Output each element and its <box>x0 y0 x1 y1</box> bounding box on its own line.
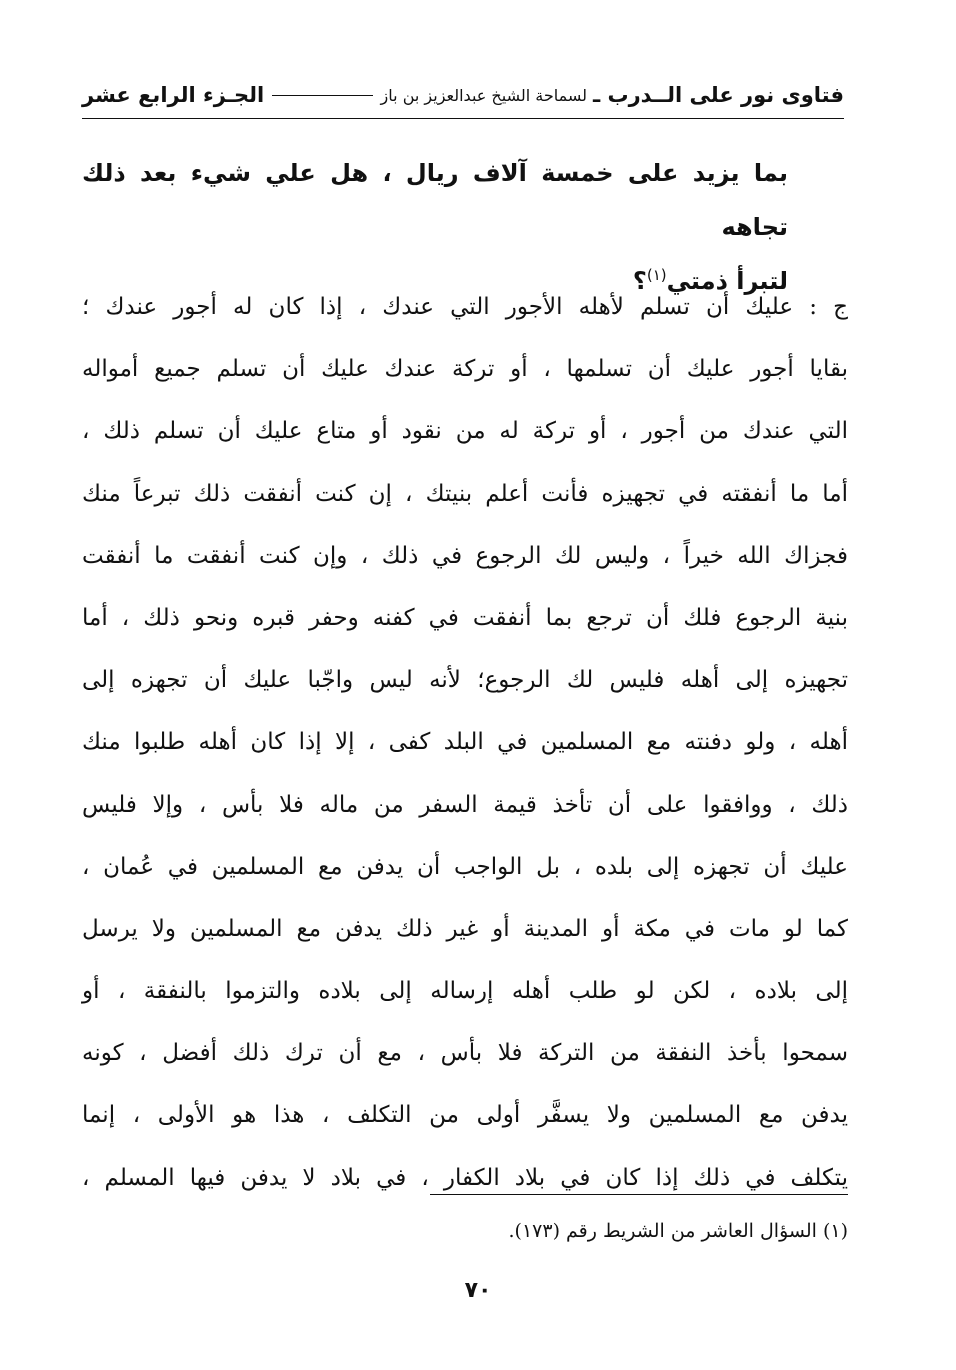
book-title: فتاوى نور على الــدرب ـ <box>593 83 844 107</box>
running-header <box>82 78 844 112</box>
answer-line: تجهيزه إلى أهله فليس لك الرجوع؛ لأنه ليس واجّبا عليك أن تجهزه إلى <box>82 667 848 694</box>
footnote-reference[interactable]: (١) <box>646 266 667 284</box>
answer-block <box>82 276 848 1209</box>
answer-line: ج : عليك أن تسلم لأهله الأجور التي عندك ، إذا كان له أجور عندك ؛ <box>82 294 848 320</box>
volume-label: الجـزء الرابع عشر <box>82 83 265 107</box>
running-header-title-group <box>381 83 844 107</box>
answer-line: أما ما أنفقته في تجهيزه فأنت أعلم بنيتك ، إن كنت أنفقت ذلك تبرعاً منك <box>82 480 848 507</box>
header-separator-line <box>272 95 372 96</box>
answer-line: يتكلف في ذلك إذا كان في بلاد الكفار ، في بلاد لا يدفن فيها المسلم ، <box>82 1164 848 1191</box>
answer-line: فجزاك الله خيراً ، وليس لك الرجوع في ذلك ، وإن كنت أنفقت ما أنفقت <box>82 542 848 569</box>
page-number: ٧٠ <box>464 1278 492 1303</box>
question-mark: ؟ <box>632 267 647 295</box>
answer-line: ذلك ، ووافقوا على أن تأخذ قيمة السفر من ماله فلا بأس ، وإلا فليس <box>82 791 848 818</box>
footnote-separator <box>430 1194 848 1195</box>
answer-line: أهله ، ولو دفنته مع المسلمين في البلد كفى ، إلا إذا كان أهله طلبوا منك <box>82 729 848 756</box>
answer-line: سمحوا بأخذ النفقة من التركة فلا بأس ، مع أن ترك ذلك أفضل ، كونه <box>82 1040 848 1067</box>
author-name: لسماحة الشيخ عبدالعزيز بن باز <box>380 85 587 105</box>
answer-line: يدفن مع المسلمين ولا يسفَّر أولى من التكلف ، هذا هو الأولى ، إنما <box>82 1102 848 1129</box>
answer-line: التي عندك من أجور ، أو تركة له من نقود أو متاع عليك أن تسلم ذلك ، <box>82 418 848 445</box>
answer-line: عليك أن تجهزه إلى بلده ، بل الواجب أن يدفن مع المسلمين في عُمان ، <box>82 853 848 880</box>
header-underline <box>82 118 844 119</box>
footnote: (١) السؤال العاشر من الشريط رقم (١٧٣). <box>508 1220 848 1242</box>
answer-line: بنية الرجوع فلك أن ترجع بما أنفقت في كفنه وحفر قبره ونحو ذلك ، أما <box>82 604 848 631</box>
answer-line: إلى بلاده ، لكن لو طلب أهله إرساله إلى بلاده والتزموا بالنفقة ، أو <box>82 978 848 1005</box>
question-line: بما يزيد على خمسة آلاف ريال ، هل علي شيء بعد ذلك تجاهه <box>82 159 788 241</box>
answer-line: بقايا أجور عليك أن تسلمها ، أو تركة عندك عليك أن تسلم جميع أمواله <box>82 356 848 383</box>
question-line-text: لتبرأ ذمتي <box>666 267 788 295</box>
answer-line: كما لو مات في مكة أو المدينة أو غير ذلك يدفن مع المسلمين ولا يرسل <box>82 915 848 942</box>
